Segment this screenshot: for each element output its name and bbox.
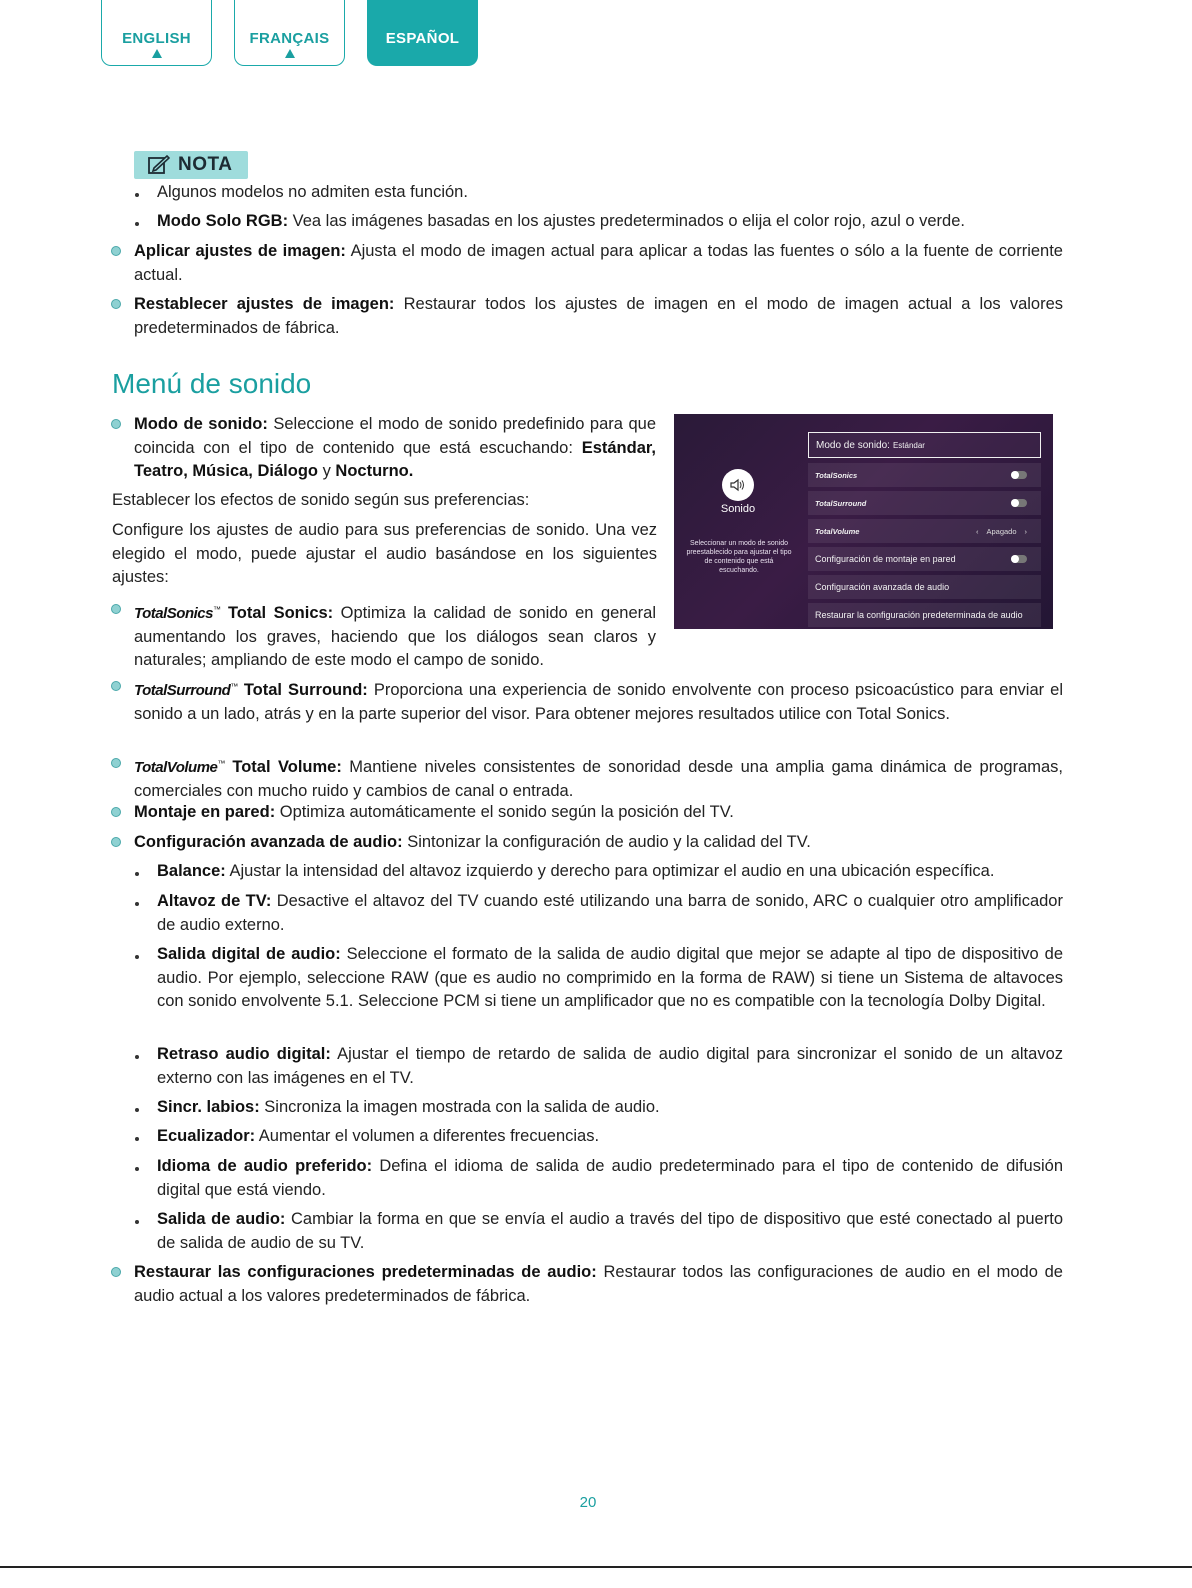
bullet-dot [111, 246, 121, 256]
restablecer-ajustes-item [134, 293, 1063, 340]
chevron-left-icon[interactable]: ‹ [975, 526, 979, 536]
sub-item-salida-digital-bold: Salida digital de audio: [157, 945, 341, 963]
speaker-icon [722, 469, 754, 501]
bullet-small [135, 1220, 139, 1224]
bullet-dot [111, 299, 121, 309]
tv-row-restaurar[interactable] [808, 603, 1041, 627]
note-item-2-bold: Modo Solo RGB: [157, 212, 289, 230]
avanzada-text: Sintonizar la configuración de audio y la calidad del TV. [402, 833, 811, 851]
aplicar-ajustes-bold: Aplicar ajustes de imagen: [134, 242, 346, 260]
tv-row-avanzada[interactable] [808, 575, 1041, 599]
para-establecer: Establecer los efectos de sonido según sus preferencias: [112, 491, 530, 509]
total-surround-logo-text: TotalSurround [134, 682, 231, 699]
tv-total-sonics-logo: TotalSonics [815, 470, 858, 480]
language-tabs [101, 0, 478, 66]
total-volume-logo-text: TotalVolume [134, 759, 218, 776]
aplicar-ajustes-text: Ajusta el modo de imagen actual para aplicar a todas las fuentes o sólo a la fuente de corriente actual. [134, 242, 1063, 284]
toggle-switch[interactable] [1011, 555, 1027, 563]
tm-mark: ™ [217, 759, 225, 768]
bullet-small [135, 872, 139, 876]
sub-item-salida-audio-bold: Salida de audio: [157, 1210, 286, 1228]
tv-row-total-sonics[interactable] [808, 463, 1041, 487]
modo-sonido-item [134, 413, 656, 484]
total-volume-logo [134, 759, 225, 776]
tv-montaje-label: Configuración de montaje en pared [815, 554, 956, 564]
tab-francais-label: FRANÇAIS [249, 30, 330, 47]
bullet-small [135, 193, 139, 197]
montaje-item [134, 801, 1063, 825]
sub-item-salida-audio [157, 1208, 1063, 1255]
aplicar-ajustes-item [134, 240, 1063, 287]
sub-item-ecualizador [157, 1125, 1063, 1149]
bullet-small [135, 902, 139, 906]
total-sonics-logo-text: TotalSonics [134, 605, 213, 622]
tv-total-surround-logo: TotalSurround [815, 498, 867, 508]
modo-sonido-text: Seleccione el modo de sonido predefinido para que coincida con el tipo de contenido que está escuchando: [134, 415, 656, 457]
total-surround-item [134, 675, 1063, 726]
sub-item-salida-audio-text: Cambiar la forma en que se envía el audio a través del tipo de dispositivo que esté conectado al puerto de salida de audio de su TV. [157, 1210, 1063, 1252]
arrow-up-icon [152, 49, 162, 58]
tv-menu-list [808, 432, 1041, 629]
arrow-up-icon [285, 49, 295, 58]
note-item-2 [157, 210, 1062, 234]
tv-row-montaje[interactable] [808, 547, 1041, 571]
tm-mark: ™ [230, 682, 238, 691]
page-bottom-rule [0, 1566, 1192, 1568]
sub-item-retraso [157, 1043, 1063, 1090]
tm-mark: ™ [212, 605, 221, 614]
tab-english[interactable] [101, 0, 212, 66]
total-surround-text: Proporciona una experiencia de sonido envolvente con proceso psicoacústico para enviar el sonido a un lado, atrás y en la parte superior del visor. Para obtener mejores resultados utilice con Total Sonics. [134, 681, 1064, 723]
tv-row-total-volume[interactable] [808, 519, 1041, 543]
bullet-small [135, 222, 139, 226]
bullet-dot [111, 419, 121, 429]
para-configure: Configure los ajustes de audio para sus preferencias de sonido. Una vez elegido el modo, puede ajustar el audio basándose en los siguientes ajustes: [112, 521, 657, 586]
toggle-switch[interactable] [1011, 471, 1027, 479]
total-volume-text: Mantiene niveles consistentes de sonoridad desde una amplia gama dinámica de programas, comerciales con mucho ruido y cambios de canal o entrada. [134, 758, 1063, 800]
tab-english-label: ENGLISH [122, 30, 191, 47]
restaurar-bold: Restaurar las configuraciones predeterminadas de audio: [134, 1263, 597, 1281]
bullet-dot [111, 1267, 121, 1277]
note-badge [134, 151, 248, 179]
bullet-small [135, 1055, 139, 1059]
restablecer-ajustes-text: Restaurar todos los ajustes de imagen en el modo de imagen actual a los valores predeterminados de fábrica. [134, 295, 1064, 337]
sub-item-retraso-text: Ajustar el tiempo de retardo de salida de audio digital para sincronizar el sonido de un altavoz externo con las imágenes en el TV. [157, 1045, 1063, 1087]
tv-restaurar-label: Restaurar la configuración predeterminada de audio [815, 610, 1023, 620]
sub-item-balance [157, 860, 1063, 884]
restablecer-ajustes-bold: Restablecer ajustes de imagen: [134, 295, 395, 313]
sub-item-retraso-bold: Retraso audio digital: [157, 1045, 331, 1063]
bullet-dot [111, 837, 121, 847]
tv-sound-menu-screenshot [674, 414, 1053, 629]
tv-row-modo-sonido[interactable] [808, 432, 1041, 458]
note-title: NOTA [178, 154, 233, 175]
sub-item-sincr-bold: Sincr. labios: [157, 1098, 260, 1116]
sub-item-salida-digital-text: Seleccione el formato de la salida de audio digital que mejor se adapte al tipo de dispositivo de audio. Por ejemplo, seleccione RAW (que es audio no comprimido en la forma de RAW) si tiene un Sistema de altavoces con sonido envolvente 5.1. Seleccione PCM si tiene un amplificador que no es compatible con la tecnología Dolby Digital. [157, 945, 1064, 1010]
tv-side-desc: Seleccionar un modo de sonido preestablecido para ajustar el tipo de contenido que está escuchando. [686, 540, 792, 574]
note-item-1 [157, 181, 1057, 205]
chevron-right-icon[interactable]: › [1024, 526, 1027, 536]
sub-item-sincr-text: Sincroniza la imagen mostrada con la salida de audio. [259, 1098, 660, 1116]
bullet-dot [111, 604, 121, 614]
bullet-small [135, 955, 139, 959]
avanzada-item [134, 831, 1063, 855]
total-sonics-bold: Total Sonics: [227, 604, 334, 622]
page-number: 20 [579, 1494, 597, 1511]
modo-sonido-last: Nocturno. [335, 462, 414, 480]
modo-sonido-bold: Modo de sonido: [134, 415, 268, 433]
modo-sonido-y: y [317, 462, 336, 480]
tab-espanol-label: ESPAÑOL [385, 30, 460, 47]
modo-sonido-options: Estándar, Teatro, Música, Diálogo [134, 438, 656, 480]
montaje-bold: Montaje en pared: [134, 803, 276, 821]
total-volume-bold: Total Volume: [232, 758, 342, 776]
tv-mode-label: Modo de sonido: [816, 439, 890, 451]
note-edit-icon [148, 155, 170, 175]
sub-item-idioma [157, 1155, 1063, 1202]
bullet-dot [111, 807, 121, 817]
sub-item-ecualizador-text: Aumentar el volumen a diferentes frecuencias. [255, 1127, 600, 1145]
bullet-small [135, 1167, 139, 1171]
avanzada-bold: Configuración avanzada de audio: [134, 833, 403, 851]
tv-row-total-surround[interactable] [808, 491, 1041, 515]
bullet-small [135, 1108, 139, 1112]
montaje-text: Optimiza automáticamente el sonido según la posición del TV. [275, 803, 734, 821]
restaurar-item [134, 1261, 1063, 1308]
toggle-switch[interactable] [1011, 499, 1027, 507]
sub-item-altavoz [157, 890, 1063, 937]
tv-total-volume-logo: TotalVolume [815, 526, 860, 536]
total-sonics-item [134, 598, 656, 673]
tv-volume-selector[interactable] [976, 519, 1027, 543]
bullet-dot [111, 681, 121, 691]
total-surround-bold: Total Surround: [243, 681, 368, 699]
tv-side-title: Sonido [720, 503, 756, 515]
tv-mode-value: Estándar [892, 440, 925, 450]
tab-espanol[interactable] [367, 0, 478, 66]
sub-item-ecualizador-bold: Ecualizador: [157, 1127, 256, 1145]
total-sonics-logo [134, 605, 220, 622]
total-volume-item [134, 752, 1063, 803]
sub-item-balance-bold: Balance: [157, 862, 226, 880]
total-surround-logo [134, 682, 238, 699]
note-item-1-text: Algunos modelos no admiten esta función. [157, 183, 468, 201]
sub-item-sincr [157, 1096, 1063, 1120]
sub-item-idioma-text: Defina el idioma de salida de audio predeterminado para el tipo de contenido de difusión digital que está viendo. [157, 1157, 1063, 1199]
section-title: Menú de sonido [112, 368, 312, 399]
sub-item-salida-digital [157, 943, 1063, 1014]
tv-side-panel [674, 414, 802, 629]
sub-item-altavoz-text: Desactive el altavoz del TV cuando esté utilizando una barra de sonido, ARC o cualquier otro amplificador de audio externo. [157, 892, 1063, 934]
bullet-dot [111, 758, 121, 768]
total-sonics-text: Optimiza la calidad de sonido en general aumentando los graves, haciendo que los diálogos sean claros y naturales; ampliando de este modo el campo de sonido. [134, 604, 656, 669]
sub-item-altavoz-bold: Altavoz de TV: [157, 892, 272, 910]
sub-item-idioma-bold: Idioma de audio preferido: [157, 1157, 373, 1175]
tv-avanzada-label: Configuración avanzada de audio [815, 582, 950, 592]
tv-volume-value: Apagado [986, 526, 1017, 536]
sub-item-balance-text: Ajustar la intensidad del altavoz izquierdo y derecho para optimizar el audio en una ubicación específica. [225, 862, 995, 880]
restaurar-text: Restaurar todos las configuraciones de audio en el modo de audio actual a los valores predeterminados de fábrica. [134, 1263, 1063, 1305]
bullet-small [135, 1137, 139, 1141]
tab-francais[interactable] [234, 0, 345, 66]
note-item-2-text: Vea las imágenes basadas en los ajustes predeterminados o elija el color rojo, azul o verde. [288, 212, 965, 230]
